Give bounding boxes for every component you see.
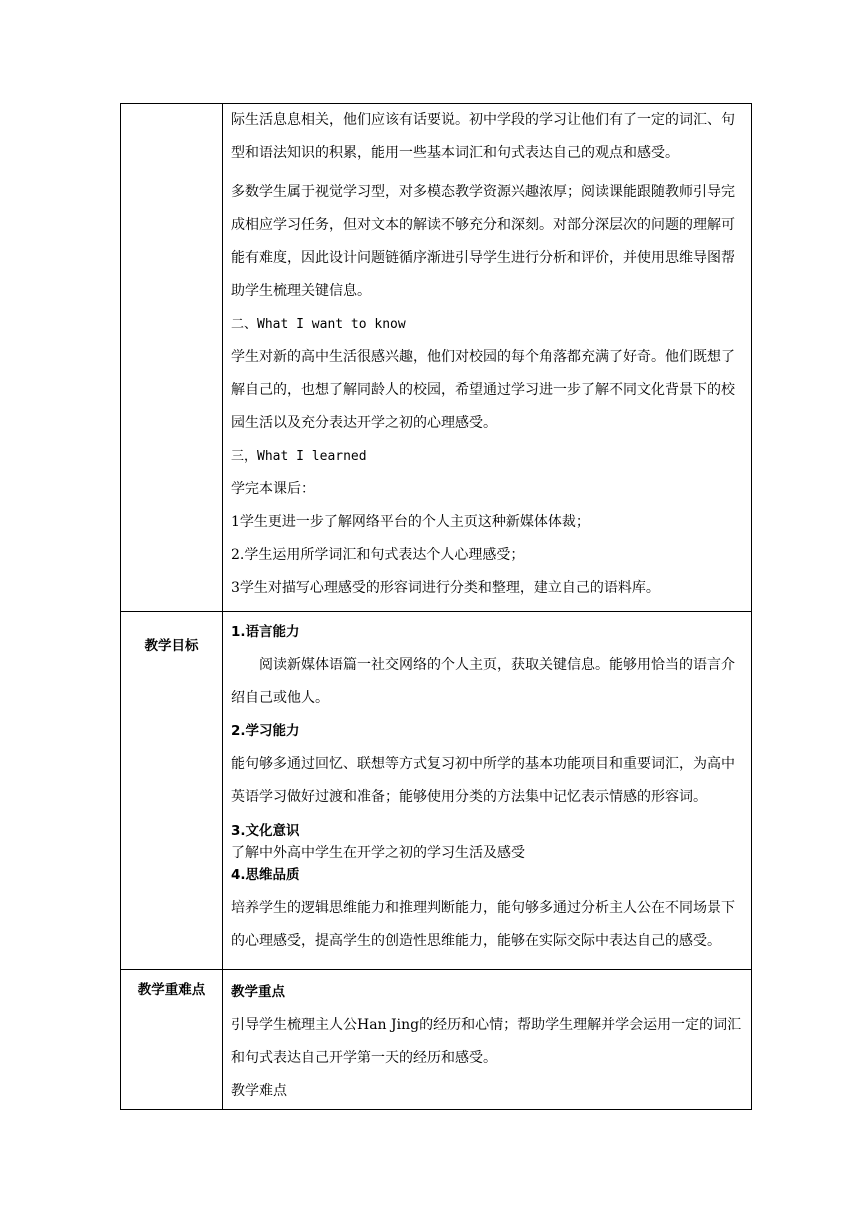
- paragraph: 学生对新的高中生活很感兴趣，他们对校园的每个角落都充满了好奇。他们既想了解自己的，也想了解同龄人的校园，希望通过学习进一步了解不同文化背景下的校园生活以及充分表达开学之初的心理感受。: [231, 349, 735, 431]
- section-heading: 二、What I want to know: [231, 317, 406, 332]
- key-point-heading: 教学重点: [231, 984, 285, 1000]
- row-label-key-points: 教学重难点: [121, 970, 223, 1110]
- row-label-empty: [121, 104, 223, 612]
- objective-heading: 1.语言能力: [231, 624, 300, 640]
- paragraph: 了解中外高中学生在开学之初的学习生活及感受: [231, 845, 525, 861]
- lesson-plan-table: [120, 103, 752, 1110]
- list-item: 3学生对描写心理感受的形容词进行分类和整理，建立自己的语料库。: [231, 580, 660, 596]
- table-row: [121, 970, 752, 1110]
- paragraph: 多数学生属于视觉学习型，对多模态教学资源兴趣浓厚；阅读课能跟随教师引导完成相应学习任务，但对文本的解读不够充分和深刻。对部分深层次的问题的理解可能有难度，因此设计问题链循序渐进引导学生进行分析和评价，并使用思维导图帮助学生梳理关键信息。: [231, 184, 735, 299]
- table-row: [121, 104, 752, 612]
- objective-heading: 2.学习能力: [231, 723, 300, 739]
- list-item: 1学生更进一步了解网络平台的个人主页这种新媒体体裁；: [231, 514, 590, 530]
- table-row: [121, 612, 752, 970]
- key-points-cell: [223, 970, 752, 1110]
- row-label-objectives: 教学目标: [121, 612, 223, 970]
- learner-analysis-cell: [223, 104, 752, 612]
- difficulty-heading: 教学难点: [231, 1083, 287, 1099]
- paragraph: 阅读新媒体语篇一社交网络的个人主页，获取关键信息。能够用恰当的语言介绍自己或他人。: [231, 657, 735, 706]
- section-heading: 三，What I learned: [231, 449, 367, 464]
- paragraph: 学完本课后：: [231, 481, 315, 497]
- objectives-cell: [223, 612, 752, 970]
- paragraph: 培养学生的逻辑思维能力和推理判断能力，能句够多通过分析主人公在不同场景下的心理感受，提高学生的创造性思维能力，能够在实际交际中表达自己的感受。: [231, 900, 735, 949]
- paragraph: 引导学生梳理主人公Han Jing的经历和心情；帮助学生理解并学会运用一定的词汇和句式表达自己开学第一天的经历和感受。: [231, 1017, 742, 1066]
- list-item: 2.学生运用所学词汇和句式表达个人心理感受；: [231, 547, 525, 563]
- paragraph: 能句够多通过回忆、联想等方式复习初中所学的基本功能项目和重要词汇，为高中英语学习做好过渡和准备；能够使用分类的方法集中记忆表示情感的形容词。: [231, 756, 735, 805]
- paragraph: 际生活息息相关，他们应该有话要说。初中学段的学习让他们有了一定的词汇、句型和语法知识的积累，能用一些基本词汇和句式表达自己的观点和感受。: [231, 112, 735, 161]
- objective-heading: 4.思维品质: [231, 867, 300, 883]
- objective-heading: 3.文化意识: [231, 823, 300, 839]
